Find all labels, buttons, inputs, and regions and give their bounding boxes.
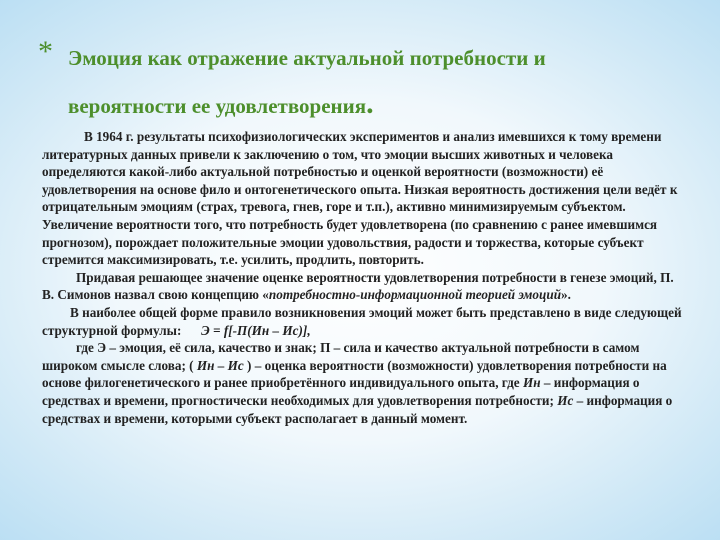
title-line-1: Эмоция как отражение актуальной потребности и bbox=[68, 46, 546, 70]
paragraph-4 bbox=[42, 339, 682, 427]
paragraph-2-text: Придавая решающее значение оценке вероятности удовлетворения потребности в генезе эмоций, П. В. Симонов назвал свою концепцию « bbox=[42, 269, 674, 303]
title-dot: . bbox=[366, 87, 374, 120]
paragraph-4-a: где Э – эмоция, её сила, качество и знак; П – сила и качество актуальной потребности в самом широком смысле слова; ( bbox=[42, 340, 640, 373]
paragraph-4-d: – информация о средствах и времени, которыми субъект располагает в данный момент. bbox=[42, 392, 673, 426]
paragraph-1: В 1964 г. результаты психофизиологических экспериментов и анализ имевшихся к тому времени литературных данных привели к заключению о том, что эмоции высших животных и человека определяются какой-либо актуальной потребностью и оценкой вероятности (возможности) её удовлетворения на основе фило и онтогенетического опыта. Низкая вероятность достижения цели ведёт к отрицательным эмоциям (страх, тревога, гнев, горе и т.п.), активно минимизируемым субъектом. Увеличение вероятности того, что потребность будет удовлетворена (по сравнению с ранее имевшимся прогнозом), порождает положительные эмоции удовольствия, радости и торжества, которые субъект стремится максимизировать, т.е. усилить, продлить, повторить. bbox=[42, 129, 678, 268]
paragraph-2 bbox=[42, 269, 682, 304]
concept-name: потребностно-информационной теорией эмоций bbox=[268, 287, 562, 303]
formula-term-is: Ис bbox=[557, 392, 574, 408]
paragraph-4-b: ) – оценка вероятности (возможности) удовлетворения потребности на основе филогенетического и ранее приобретённого индивидуального опыта, где bbox=[42, 357, 667, 391]
paragraph-4-c: – информация о средствах и времени, прогностически необходимых для удовлетворения потребности; bbox=[42, 375, 640, 408]
paragraph-3-text: В наиболее общей форме правило возникновения эмоций может быть представлено в виде следующей структурной формулы: bbox=[42, 304, 682, 338]
formula-term-in-is: Ин – Ис bbox=[196, 357, 244, 373]
formula-term-in: Ин bbox=[522, 375, 541, 391]
paragraph-3 bbox=[42, 304, 682, 339]
structural-formula: Э = f[-П(Ин – Ис)], bbox=[201, 322, 311, 338]
slide-title bbox=[38, 34, 686, 130]
asterisk-bullet-icon: * bbox=[38, 35, 53, 68]
paragraph-2-end: ». bbox=[561, 287, 571, 303]
title-line-2 bbox=[46, 82, 686, 130]
title-line-2-text: вероятности ее удовлетворения bbox=[68, 94, 367, 118]
slide-body bbox=[42, 128, 682, 427]
